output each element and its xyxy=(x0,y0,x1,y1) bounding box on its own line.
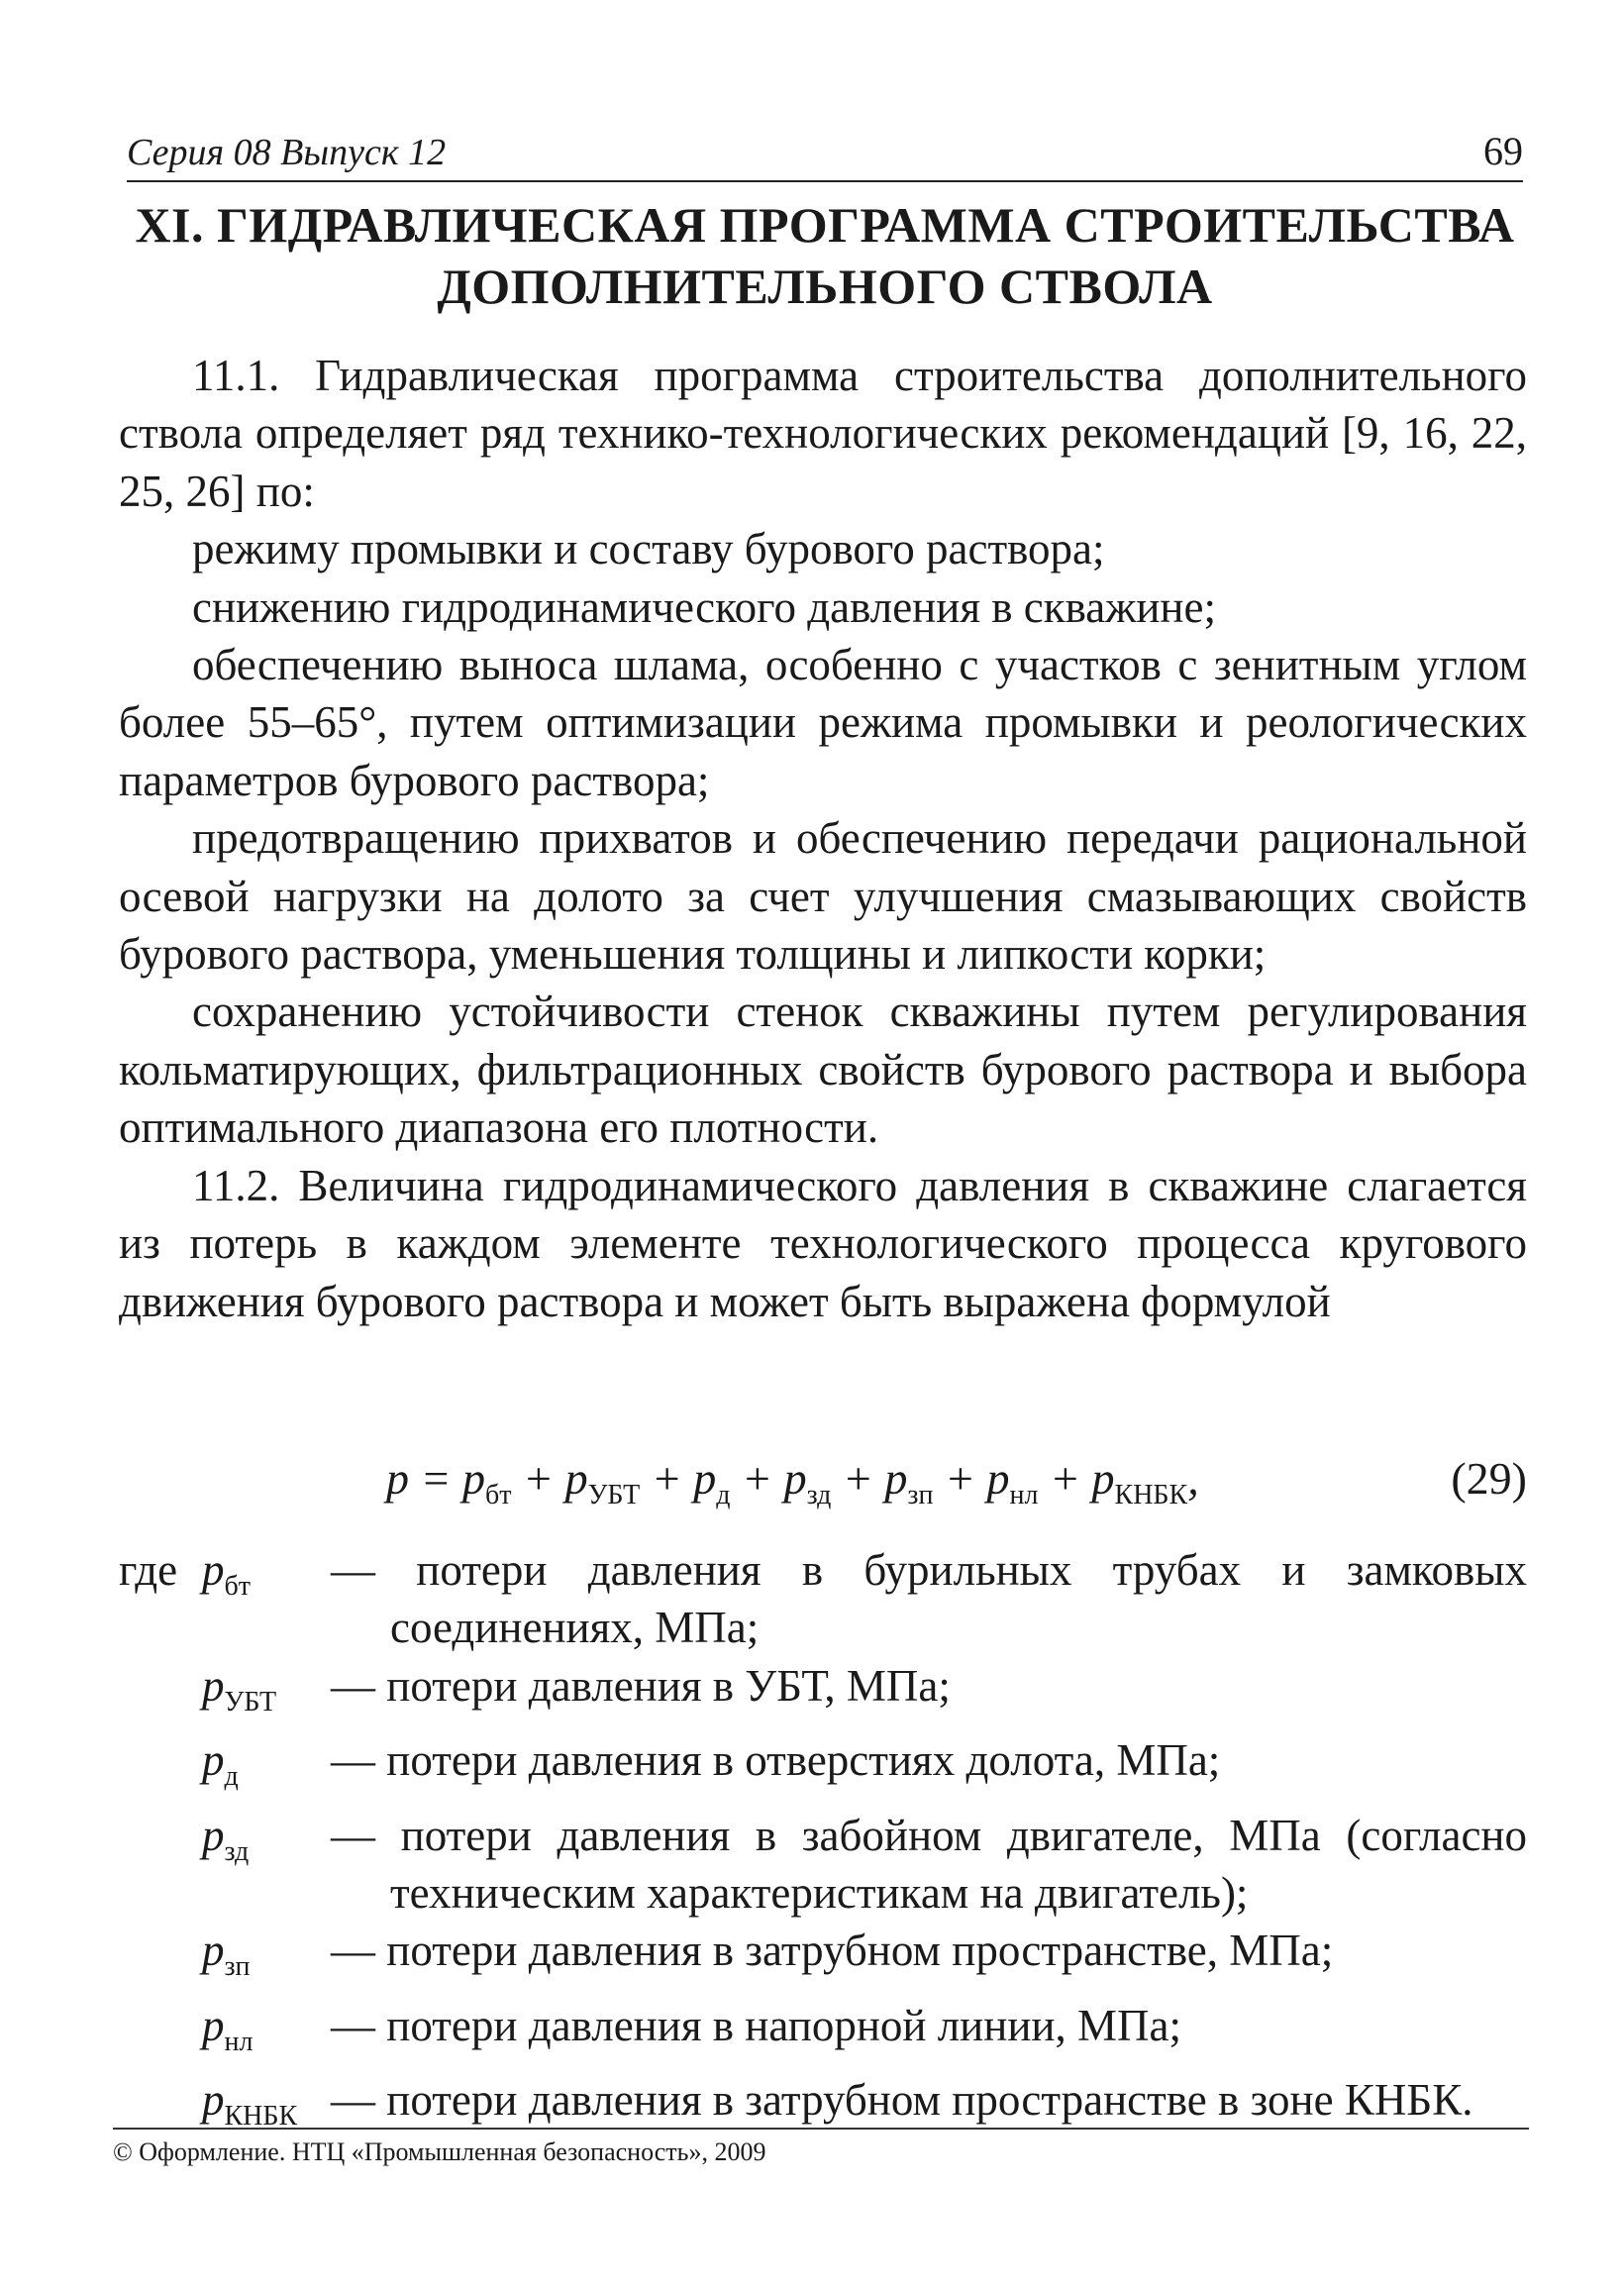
list-item-pressure: снижению гидродинамического давления в скважине; xyxy=(192,581,1216,632)
definition-row xyxy=(119,1997,1527,2071)
definition-row xyxy=(119,1731,1527,1806)
where-label: где xyxy=(119,1545,178,1595)
section-title-line2: ДОПОЛНИТЕЛЬНОГО СТВОЛА xyxy=(437,259,1213,314)
paragraph-11-2: 11.2. Величина гидродинамического давления в скважине слагается из потерь в каждом элементе технологического процесса кругового движения бурового раствора и может быть выражена формулой xyxy=(119,1160,1527,1326)
formula-number: (29) xyxy=(1451,1453,1527,1504)
definition-symbol: $p_{КНБК}$ xyxy=(202,2075,298,2133)
body-text xyxy=(119,347,1527,1330)
series-label: Серия 08 Выпуск 12 xyxy=(127,132,447,173)
running-header xyxy=(127,117,1523,182)
page-number: 69 xyxy=(1483,129,1523,173)
formula-definitions xyxy=(119,1541,1527,2146)
section-title xyxy=(127,194,1523,317)
definition-text: — потери давления в затрубном пространстве в зоне КНБК. xyxy=(331,2075,1473,2126)
definition-row xyxy=(119,1807,1527,1923)
definition-symbol: $p_{бт}$ xyxy=(202,1545,251,1602)
definition-row xyxy=(119,1541,1527,1657)
list-item-flushing: режиму промывки и составу бурового раствора; xyxy=(192,524,1105,574)
section-title-line1: XI. ГИДРАВЛИЧЕСКАЯ ПРОГРАММА СТРОИТЕЛЬСТВА xyxy=(135,197,1515,253)
definition-text: — потери давления в затрубном пространстве, МПа; xyxy=(331,1926,1334,1976)
formula-expression: $p = p_{бт} + p_{УБТ} + p_д + p_{зд} + p_{зп} + p_{нл} + p_{КНБК}$, xyxy=(386,1453,1199,1510)
definition-symbol: $p_{зд}$ xyxy=(202,1810,250,1867)
definition-symbol: $p_д$ xyxy=(202,1735,239,1793)
definition-text: — потери давления в забойном двигателе, МПа (согласно техническим характеристикам на двигатель); xyxy=(331,1810,1527,1919)
formula-29 xyxy=(119,1452,1527,1521)
definition-symbol: $p_{зп}$ xyxy=(202,1926,251,1983)
definition-text: — потери давления в бурильных трубах и замковых соединениях, МПа; xyxy=(331,1545,1527,1653)
definition-text: — потери давления в УБТ, МПа; xyxy=(331,1660,951,1711)
definition-symbol: $p_{УБТ}$ xyxy=(202,1660,277,1718)
paragraph-11-1: 11.1. Гидравлическая программа строительства дополнительного ствола определяет ряд технико-технологических рекомендаций [9, 16, 22, 25, 26] по: xyxy=(119,351,1527,516)
definition-symbol: $p_{нл}$ xyxy=(202,2000,254,2057)
definition-row xyxy=(119,1922,1527,1996)
definition-text: — потери давления в отверстиях долота, МПа; xyxy=(331,1735,1221,1786)
definition-text: — потери давления в напорной линии, МПа; xyxy=(331,2000,1181,2050)
copyright-footer: © Оформление. НТЦ «Промышленная безопасность», 2009 xyxy=(113,2128,1529,2167)
definition-row xyxy=(119,1657,1527,1731)
list-item-stability: сохранению устойчивости стенок скважины путем регулирования кольматирующих, фильтрационных свойств бурового раствора и выбора оптимального диапазона его плотности. xyxy=(119,987,1527,1153)
list-item-sticking: предотвращению прихватов и обеспечению передачи рациональной осевой нагрузки на долото за счет улучшения смазывающих свойств бурового раствора, уменьшения толщины и липкости корки; xyxy=(119,813,1527,980)
list-item-cuttings: обеспечению выноса шлама, особенно с участков с зенитным углом более 55–65°, путем оптимизации режима промывки и реологических параметров бурового раствора; xyxy=(119,640,1527,805)
